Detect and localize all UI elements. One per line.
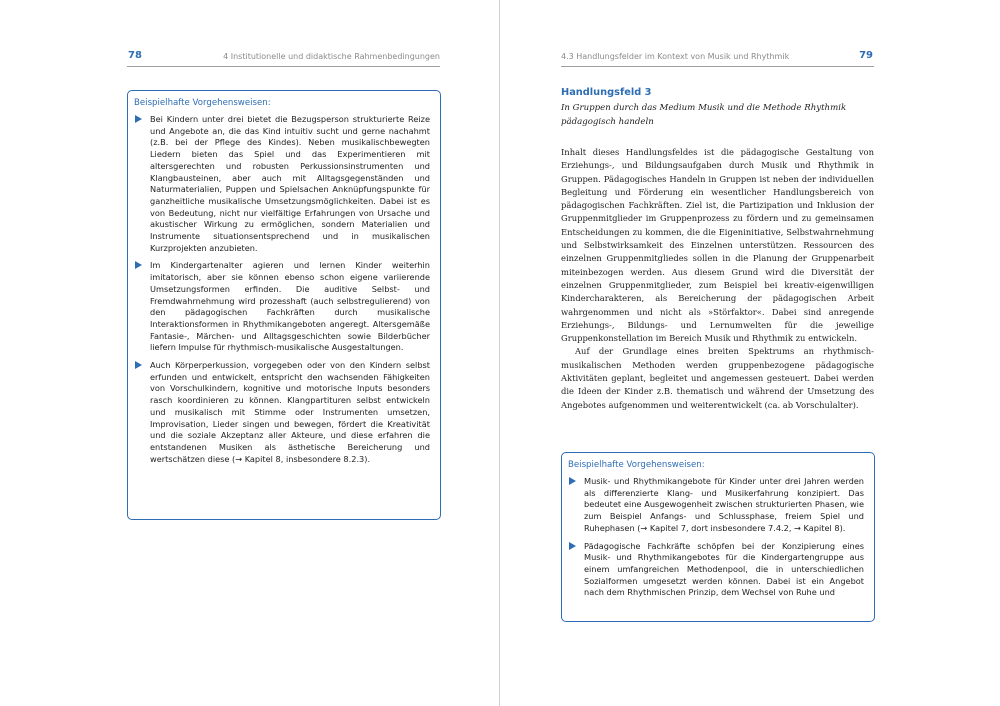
list-item-text: Im Kindergartenalter agieren und lernen Kinder weiterhin imitatorisch, aber sie können ebenso schon eigene variierende Umsetzungsformen erfinden. Die auditive Selbst- und Fremdwahrnehmung wird prozesshaft (auch selbstregulierend) von den pädagogischen Fachkräften durch musikalische Interaktionsformen in Rhythmikangeboten angeregt. Altersgemäße Fantasie-, Märchen- und Alltagsgeschichten sowie Bilderbücher liefern Impulse für rhythmisch-musikalische Ausgestaltungen. bbox=[150, 260, 430, 353]
bullet-list-right bbox=[568, 476, 864, 599]
list-item bbox=[134, 114, 430, 254]
list-item bbox=[568, 476, 864, 535]
example-box-left bbox=[127, 90, 441, 520]
triangle-bullet-icon bbox=[569, 477, 576, 485]
list-item bbox=[134, 260, 430, 354]
triangle-bullet-icon bbox=[135, 361, 142, 369]
section-subtitle: In Gruppen durch das Medium Musik und die Methode Rhythmik pädagogisch handeln bbox=[561, 103, 847, 127]
body-text bbox=[561, 146, 874, 412]
triangle-bullet-icon bbox=[135, 115, 142, 123]
page-number-left: 78 bbox=[128, 50, 142, 61]
box-title-left: Beispielhafte Vorgehensweisen: bbox=[134, 98, 271, 108]
list-item-text: Musik- und Rhythmikangebote für Kinder unter drei Jahren werden als differenzierte Klang- und Musikerfahrung konzipiert. Das bedeutet eine Ausgewogenheit zwischen strukturierten Phasen, wie zum Beispiel Anfangs- und Schlussphase, freiem Spiel und Ruhephasen (→ Kapitel 7, dort insbesondere 7.4.2, → Kapitel 8). bbox=[584, 476, 864, 533]
list-item bbox=[568, 541, 864, 600]
header-rule-right bbox=[561, 66, 874, 67]
section-title: Handlungsfeld 3 bbox=[561, 87, 652, 98]
body-paragraph: Auf der Grundlage eines breiten Spektrums an rhythmisch-musikalischen Methoden werden gruppenbezogene pädagogische Aktivitäten geplant, begleitet und angemessen gesteuert. Dabei werden die Ideen der Kinder z.B. thematisch und während der Umsetzung des Angebotes aufgenommen und weiterentwickelt (ca. ab Vorschulalter). bbox=[561, 346, 874, 410]
list-item-text: Pädagogische Fachkräfte schöpfen bei der Konzipierung eines Musik- und Rhythmikangebotes für die Kindergartengruppe aus einem umfangreichen Methodenpool, die in unterschiedlichen Sozialformen umgesetzt werden können. Dabei ist ein Angebot nach dem Rhythmischen Prinzip, dem Wechsel von Ruhe und bbox=[584, 540, 864, 598]
triangle-bullet-icon bbox=[135, 261, 142, 269]
body-paragraph: Inhalt dieses Handlungsfeldes ist die pädagogische Gestaltung von Erziehungs-, und Bildungsaufgaben durch Musik und Rhythmik in Gruppen. Pädagogisches Handeln in Gruppen ist neben der individuellen Begleitung und Förderung ein wesentlicher Handlungsbereich von pädagogischen Fachkräften. Ziel ist, die Partizipation und Inklusion der Gruppenmitglieder im Gruppenprozess zu fördern und zu gemeinsamen Entscheidungen zu kommen, die die Eigeninitiative, Selbstwahrnehmung und Selbstwirksamkeit des Einzelnen unterstützen. Ressourcen des einzelnen Gruppenmitgliedes sollen in die Planung der Gruppenarbeit miteinbezogen werden. Aus diesem Grund wird die Diversität der einzelnen Gruppenmitglieder, zum Beispiel bei kreativ-eigenwilligen Kindercharakteren, als Bereicherung der pädagogischen Arbeit wahrgenommen und nicht als »Störfaktor«. Dabei sind anregende Erziehungs-, Bildungs- und Lernumwelten für die jeweilige Gruppenkonstellation im Bereich Musik und Rhythmik zu entwickeln. bbox=[561, 147, 874, 344]
running-head-right: 4.3 Handlungsfelder im Kontext von Musik und Rhythmik bbox=[561, 52, 790, 61]
header-rule-left bbox=[127, 66, 440, 67]
running-head-left: 4 Institutionelle und didaktische Rahmenbedingungen bbox=[223, 52, 440, 61]
list-item bbox=[134, 360, 430, 465]
left-page bbox=[0, 0, 499, 706]
triangle-bullet-icon bbox=[569, 542, 576, 550]
list-item-text: Bei Kindern unter drei bietet die Bezugsperson strukturierte Reize und Angebote an, die das Kind intuitiv sucht und gerne nachahmt (z.B. bei der Pflege des Kindes). Neben musikalischbewegten Liedern bieten das Spiel und das Experimentieren mit altersgerechten und robusten Perkussionsinstrumenten und Klangbausteinen, aber auch mit Alltagsgegenständen und Naturmaterialien, Puppen und Spielsachen Anknüpfungspunkte für ganzheitliche musikalische Umsetzungsmöglichkeiten. Dabei ist es von Bedeutung, nicht nur vielfältige Erfahrungen von Ursache und akustischer Wirkung zu ermöglichen, sondern Materialien und Instrumente situationsentsprechend und in musikalischen Kurzprojekten anzubieten. bbox=[150, 114, 430, 253]
box-title-right: Beispielhafte Vorgehensweisen: bbox=[568, 460, 705, 470]
bullet-list-left bbox=[134, 114, 430, 465]
page-number-right: 79 bbox=[859, 50, 873, 61]
example-box-right bbox=[561, 452, 875, 622]
right-page bbox=[500, 0, 1000, 706]
list-item-text: Auch Körperperkussion, vorgegeben oder von den Kindern selbst erfunden und entwickelt, entspricht den wachsenden Fähigkeiten von Vorschulkindern, kognitive und motorische Inputs besonders rasch koordinieren zu können. Klangpartituren selbst entwickeln und musikalisch mit Stimme oder Instrumenten umsetzen, Improvisation, Lieder singen und bewegen, fördert die Kreativität und die soziale Akzeptanz aller Akteure, und diese erfahren die entstandenen Musiken als ästhetische Bereicherung und wertschätzen diese (→ Kapitel 8, insbesondere 8.2.3). bbox=[150, 360, 430, 464]
